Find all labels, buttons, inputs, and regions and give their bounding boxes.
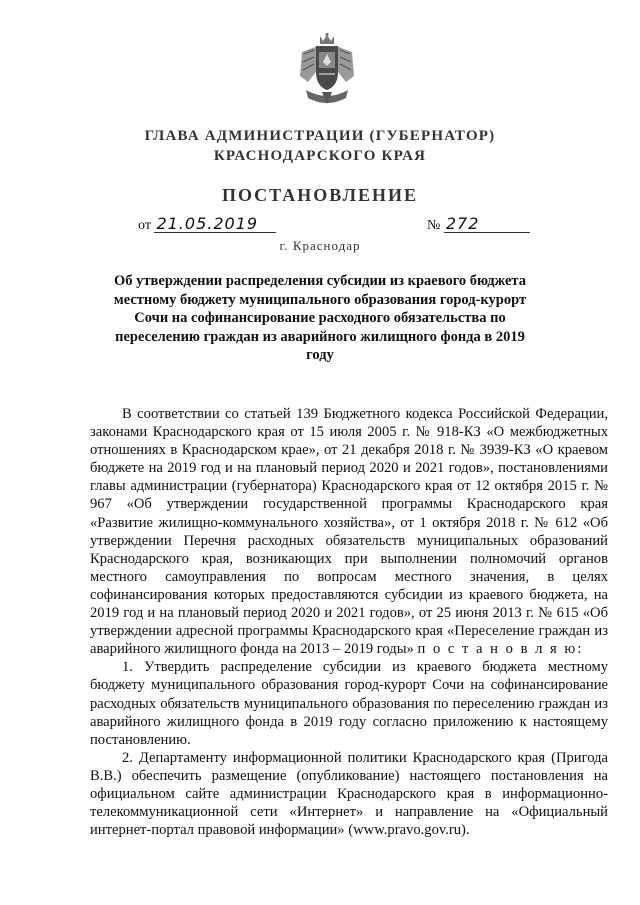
issuer-title: ГЛАВА АДМИНИСТРАЦИИ (ГУБЕРНАТОР)	[144, 128, 496, 144]
number-prefix: №	[427, 218, 441, 233]
coat-of-arms-icon	[296, 32, 358, 106]
document-title: Об утверждении распределения субсидии из краевого бюджета местному бюджету муниципального образования город-курорт Сочи на софинансирование расходного обязательства по переселению граждан из аварийного жилищного фонда в 2019 году	[113, 273, 527, 363]
preamble-paragraph	[90, 405, 608, 658]
date-field	[138, 216, 276, 234]
date-prefix: от	[138, 218, 151, 233]
document-body	[90, 405, 608, 839]
issuer-region: КРАСНОДАРСКОГО КРАЯ	[213, 148, 427, 164]
number-field	[427, 216, 530, 234]
number-value: 272	[444, 216, 530, 233]
item-1: 1. Утвердить распределение субсидии из краевого бюджета местному бюджету муниципального образования город-курорт Сочи на софинансирование расходных обязательств муниципального образования по переселению граждан из аварийного жилищного фонда в 2019 году согласно приложению к настоящему постановлению.	[90, 659, 608, 748]
document-type: ПОСТАНОВЛЕНИЕ	[221, 185, 419, 205]
preamble-text: В соответствии со статьей 139 Бюджетного кодекса Российской Федерации, законами Краснодарского края от 15 июля 2005 г. № 918-КЗ «О межбюджетных отношениях в Краснодарском крае», от 21 декабря 2018 г. № 3939-КЗ «О краевом бюджете на 2019 год и на плановый период 2020 и 2021 годов», постановлениями главы администрации (губернатора) Краснодарского края от 12 октября 2015 г. № 967 «Об утверждении государственной программы Краснодарского края «Развитие жилищно-коммунального хозяйства», от 1 октября 2018 г. № 612 «Об утверждении Перечня расходных обязательств муниципальных образований Краснодарского края, возникающих при выполнении полномочий органов местного самоуправления по вопросам местного значения, в целях софинансирования которых предоставляются субсидии из краевого бюджета, на 2019 год и на плановый период 2020 и 2021 годов», от 25 июня 2013 г. № 615 «Об утверждении адресной программы Краснодарского края «Переселение граждан из аварийного жилищного фонда на 2013 – 2019 годы»	[90, 406, 608, 658]
city: г. Краснодар	[279, 238, 361, 253]
resolves-word: п о с т а н о в л я ю:	[417, 641, 584, 658]
date-value: 21.05.2019	[154, 216, 276, 233]
item-2: 2. Департаменту информационной политики Краснодарского края (Пригода В.В.) обеспечить размещение (опубликование) настоящего постановления на официальном сайте администрации Краснодарского края в информационно-телекоммуникационной сети «Интернет» и направление на «Официальный интернет-портал правовой информации» (www.pravo.gov.ru).	[90, 749, 608, 839]
